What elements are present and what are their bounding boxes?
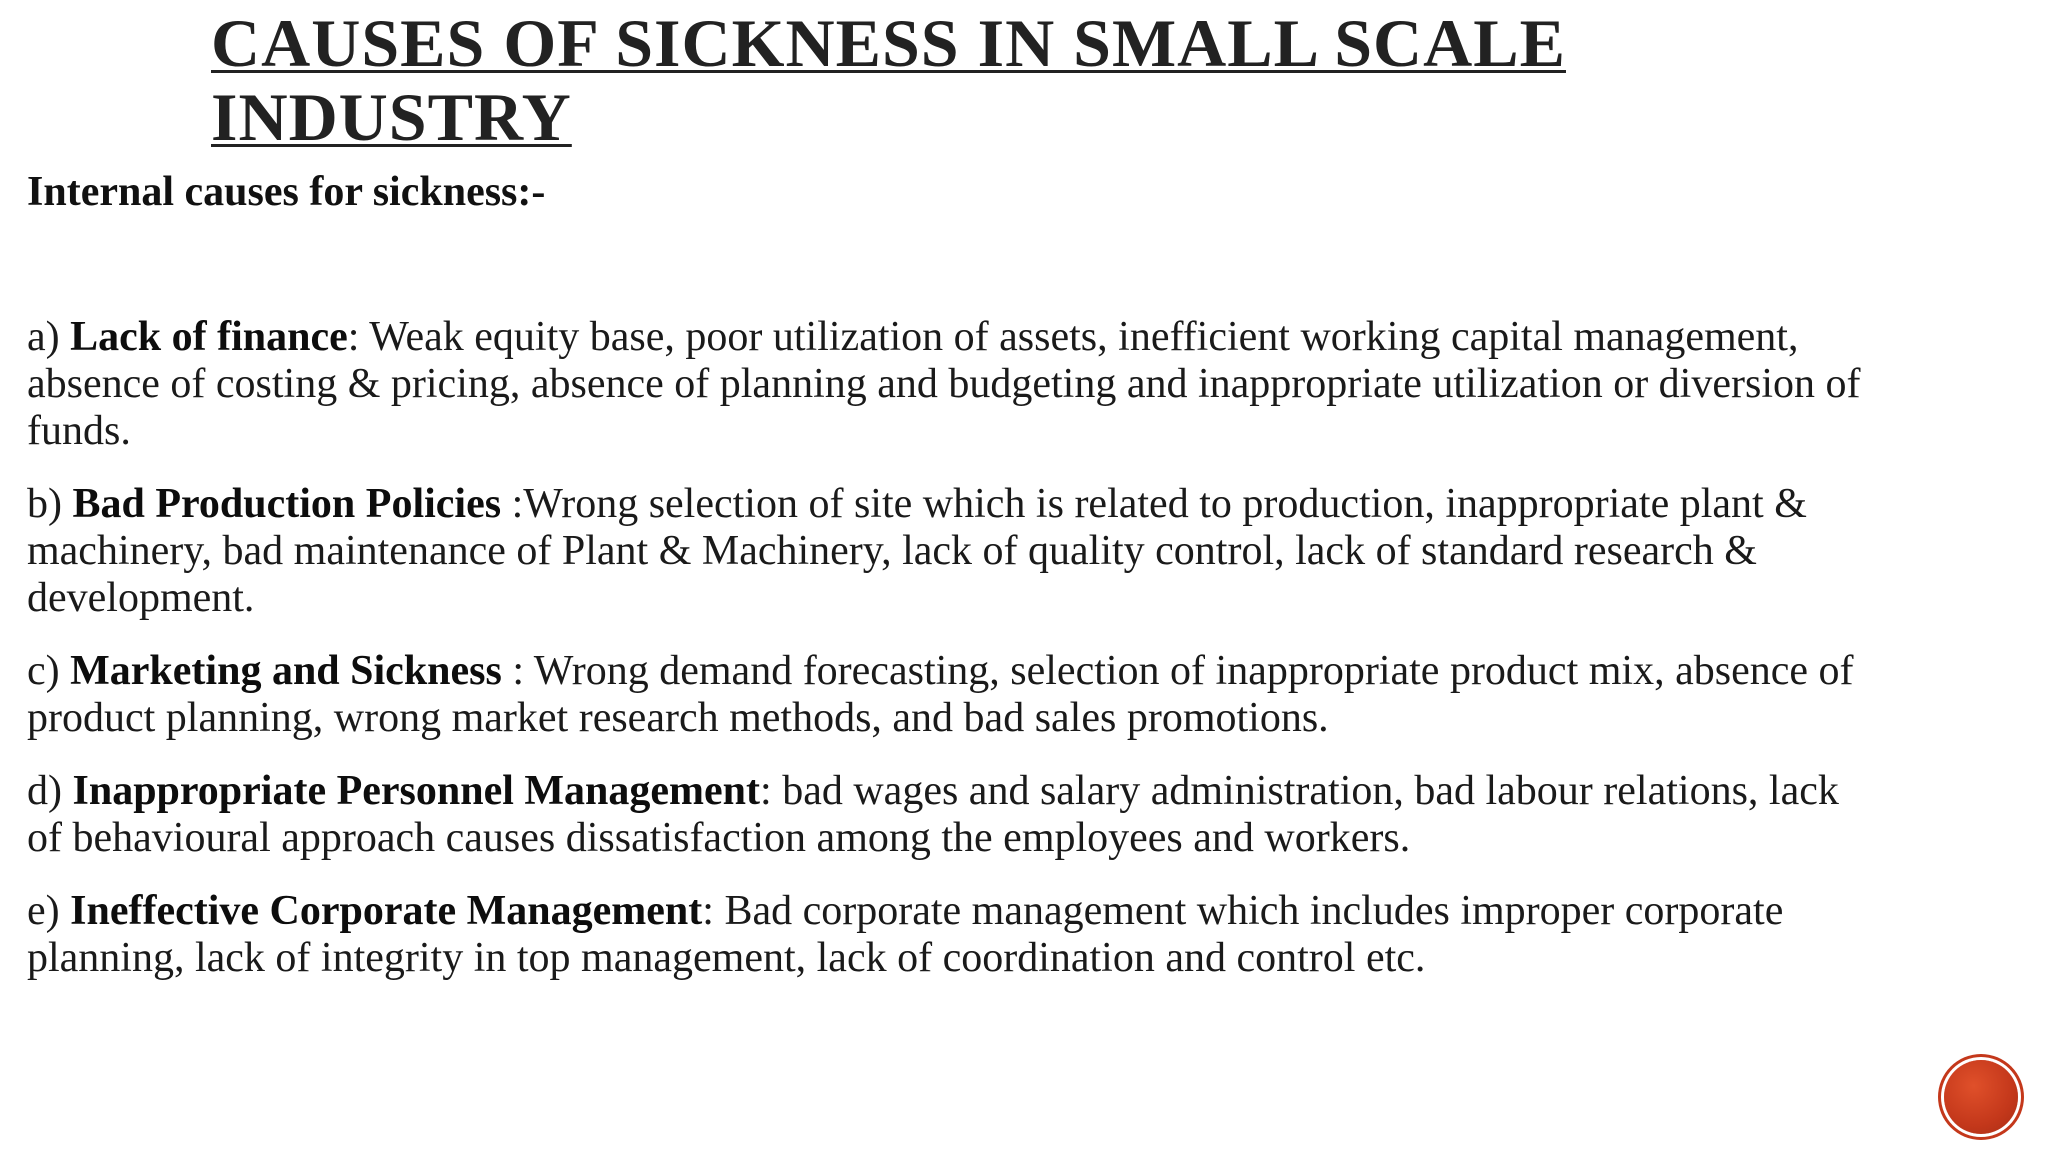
item-description: Wrong demand forecasting, selection of inappropriate product mix, absence of product planning, wrong market research methods, and bad sales promotions. (27, 648, 1854, 741)
item-term: Inappropriate Personnel Management (72, 768, 761, 814)
item-prefix: d) (27, 768, 73, 814)
item-term: Lack of finance (70, 314, 348, 360)
item-description: Weak equity base, poor utilization of assets, inefficient working capital management, absence of costing & pricing, absence of planning and budgeting and inappropriate utilization or diversion of funds. (27, 314, 1861, 454)
section-heading: Internal causes for sickness:- (27, 169, 546, 215)
item-separator: : (501, 481, 524, 527)
item-separator: : (760, 768, 783, 814)
causes-list (27, 314, 1877, 1008)
item-separator: : (501, 648, 534, 694)
slide-nav-button[interactable] (1944, 1060, 2018, 1134)
list-item (27, 768, 1877, 862)
item-term: Ineffective Corporate Management (70, 888, 703, 934)
item-term: Marketing and Sickness (70, 648, 502, 694)
item-description: bad wages and salary administration, bad labour relations, lack of behavioural approach causes dissatisfaction among the employees and workers. (27, 768, 1839, 861)
item-description: Bad corporate management which includes improper corporate planning, lack of integrity in top management, lack of coordination and control etc. (27, 888, 1784, 981)
slide-title: CAUSES OF SICKNESS IN SMALL SCALE INDUSTRY (211, 5, 1566, 155)
item-prefix: a) (27, 314, 71, 360)
item-separator: : (702, 888, 725, 934)
item-separator: : (347, 314, 370, 360)
item-prefix: c) (27, 648, 71, 694)
item-prefix: e) (27, 888, 71, 934)
list-item (27, 481, 1877, 622)
list-item (27, 314, 1877, 455)
item-prefix: b) (27, 481, 73, 527)
list-item (27, 888, 1877, 982)
item-description: Wrong selection of site which is related to production, inappropriate plant & machinery, bad maintenance of Plant & Machinery, lack of quality control, lack of standard research & development. (27, 481, 1807, 621)
item-term: Bad Production Policies (72, 481, 502, 527)
list-item (27, 648, 1877, 742)
